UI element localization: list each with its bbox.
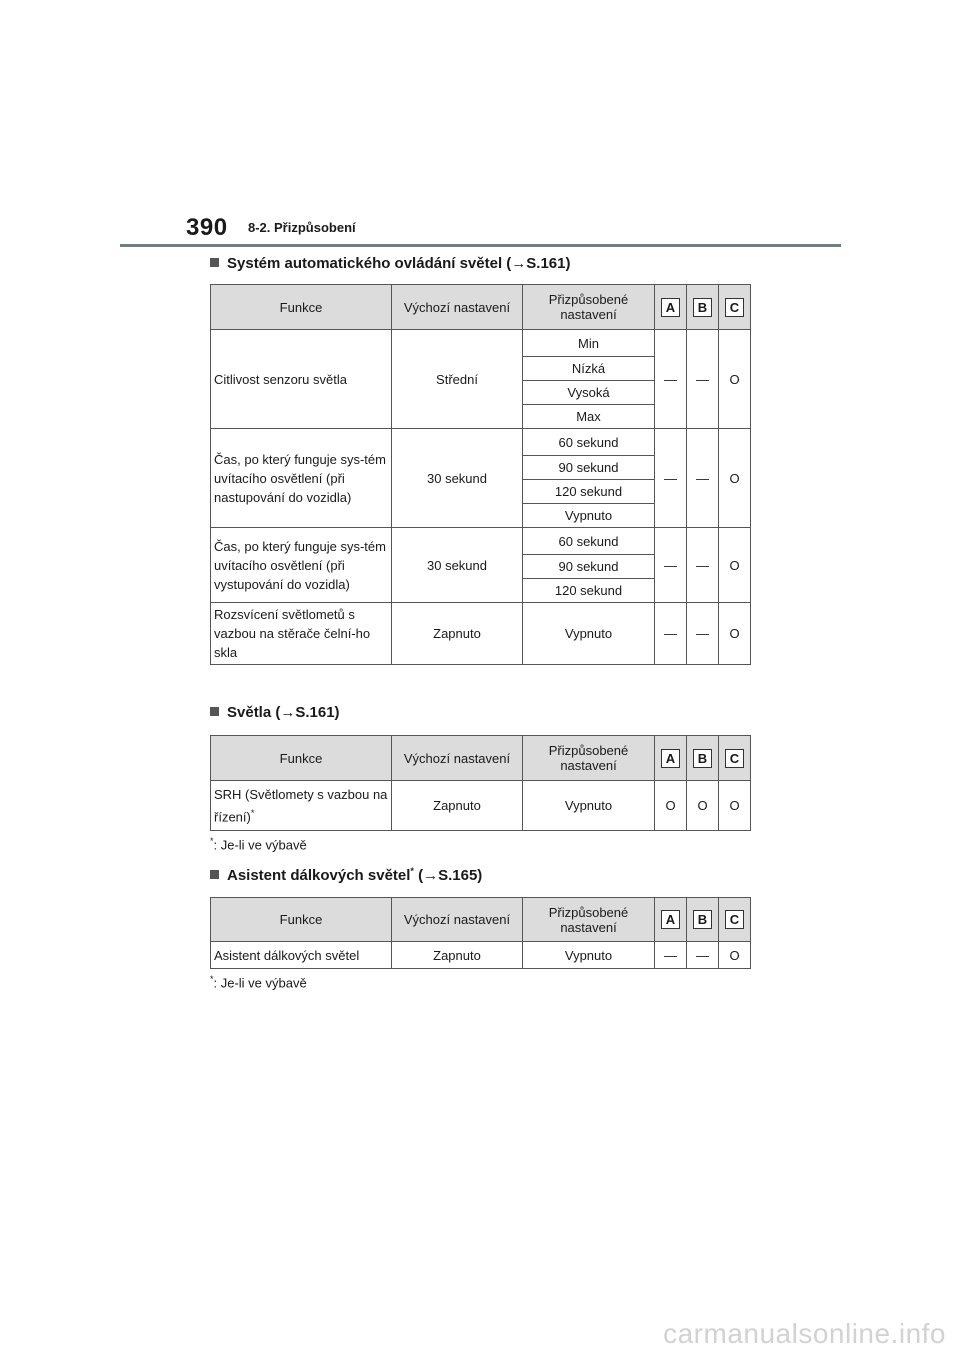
col-header-b [687,898,719,942]
table-row [211,781,751,831]
table-header-row [211,285,751,330]
letter-b-icon: B [693,749,712,768]
cell-a: — [655,330,687,429]
letter-c-icon: C [725,749,744,768]
cell-funkce: Čas, po který funguje sys-tém uvítacího osvětlení (při vystupování do vozidla) [211,528,392,603]
letter-b-icon: B [693,910,712,929]
table-automatic-lights [210,284,751,665]
col-header-vychozi: Výchozí nastavení [392,736,523,781]
letter-a-icon: A [661,749,680,768]
col-header-funkce: Funkce [211,898,392,942]
watermark: carmanualsonline.info [663,1318,946,1349]
square-bullet-icon [210,258,219,267]
footnote-text: : Je-li ve výbavě [213,837,307,853]
cell-c: O [719,942,751,969]
letter-a-icon: A [661,298,680,317]
heading-text: Asistent dálkových světel [227,867,411,884]
table-lights [210,735,751,831]
cell-option: 60 sekund [523,528,655,555]
cell-funkce: Rozsvícení světlometů s vazbou na stěrače čelní-ho skla [211,603,392,665]
footnote-mark: * [210,974,214,984]
cell-a: O [655,781,687,831]
cell-option: 60 sekund [523,429,655,456]
cell-b: — [687,528,719,603]
cell-option: Max [523,405,655,429]
cell-option: Nízká [523,357,655,381]
cell-option: 90 sekund [523,555,655,579]
cell-vychozi: 30 sekund [392,528,523,603]
heading-lights [210,704,340,721]
cell-prizpusobene: Vypnuto [523,942,655,969]
heading-high-beam-assist [210,866,482,884]
table-row [211,429,751,456]
col-header-prizpusobene: Přizpůsobené nastavení [523,898,655,942]
letter-a-icon: A [661,910,680,929]
cell-option: Min [523,330,655,357]
cell-vychozi: Zapnuto [392,942,523,969]
heading-automatic-lights [210,255,570,272]
cell-b: O [687,781,719,831]
heading-text: Světla (→S.161) [227,704,340,721]
cell-funkce-text: SRH (Světlomety s vazbou na řízení) [214,786,388,825]
col-header-vychozi: Výchozí nastavení [392,898,523,942]
table-row [211,528,751,555]
cell-vychozi: Zapnuto [392,603,523,665]
heading-ref: (→S.165) [413,867,483,884]
footnote-mark: * [210,836,214,846]
cell-c: O [719,429,751,528]
footnote-text: : Je-li ve výbavě [213,975,307,991]
letter-c-icon: C [725,910,744,929]
cell-option: Vysoká [523,381,655,405]
letter-b-icon: B [693,298,712,317]
cell-vychozi: 30 sekund [392,429,523,528]
cell-b: — [687,330,719,429]
heading-text: Systém automatického ovládání světel (→S.161) [227,255,571,272]
col-header-c [719,736,751,781]
col-header-a [655,285,687,330]
square-bullet-icon [210,707,219,716]
cell-option: 120 sekund [523,480,655,504]
cell-vychozi: Střední [392,330,523,429]
col-header-funkce: Funkce [211,736,392,781]
col-header-c [719,285,751,330]
cell-funkce: Asistent dálkových světel [211,942,392,969]
footnote-high-beam-assist [210,974,307,990]
letter-c-icon: C [725,298,744,317]
square-bullet-icon [210,870,219,879]
cell-a: — [655,942,687,969]
header-rule [120,244,841,247]
cell-a: — [655,528,687,603]
footnote-lights [210,836,307,852]
cell-option: Vypnuto [523,504,655,528]
cell-option: 90 sekund [523,456,655,480]
cell-c: O [719,781,751,831]
page-number: 390 [186,214,228,241]
cell-option: 120 sekund [523,579,655,603]
col-header-c [719,898,751,942]
col-header-vychozi: Výchozí nastavení [392,285,523,330]
table-row [211,330,751,357]
table-header-row [211,898,751,942]
cell-b: — [687,429,719,528]
col-header-b [687,285,719,330]
cell-c: O [719,528,751,603]
col-header-prizpusobene: Přizpůsobené nastavení [523,285,655,330]
table-row [211,942,751,969]
col-header-prizpusobene: Přizpůsobené nastavení [523,736,655,781]
cell-a: — [655,429,687,528]
col-header-a [655,736,687,781]
cell-a: — [655,603,687,665]
cell-funkce: Citlivost senzoru světla [211,330,392,429]
col-header-a [655,898,687,942]
cell-b: — [687,942,719,969]
cell-b: — [687,603,719,665]
cell-funkce: Čas, po který funguje sys-tém uvítacího osvětlení (při nastupování do vozidla) [211,429,392,528]
cell-prizpusobene: Vypnuto [523,781,655,831]
cell-option: Vypnuto [523,603,655,665]
table-high-beam-assist [210,897,751,969]
col-header-b [687,736,719,781]
section-title: 8-2. Přizpůsobení [248,220,356,235]
cell-funkce [211,781,392,831]
col-header-funkce: Funkce [211,285,392,330]
table-header-row [211,736,751,781]
cell-c: O [719,330,751,429]
cell-vychozi: Zapnuto [392,781,523,831]
cell-c: O [719,603,751,665]
footnote-mark: * [410,866,414,876]
table-row [211,603,751,665]
footnote-mark: * [250,807,255,818]
